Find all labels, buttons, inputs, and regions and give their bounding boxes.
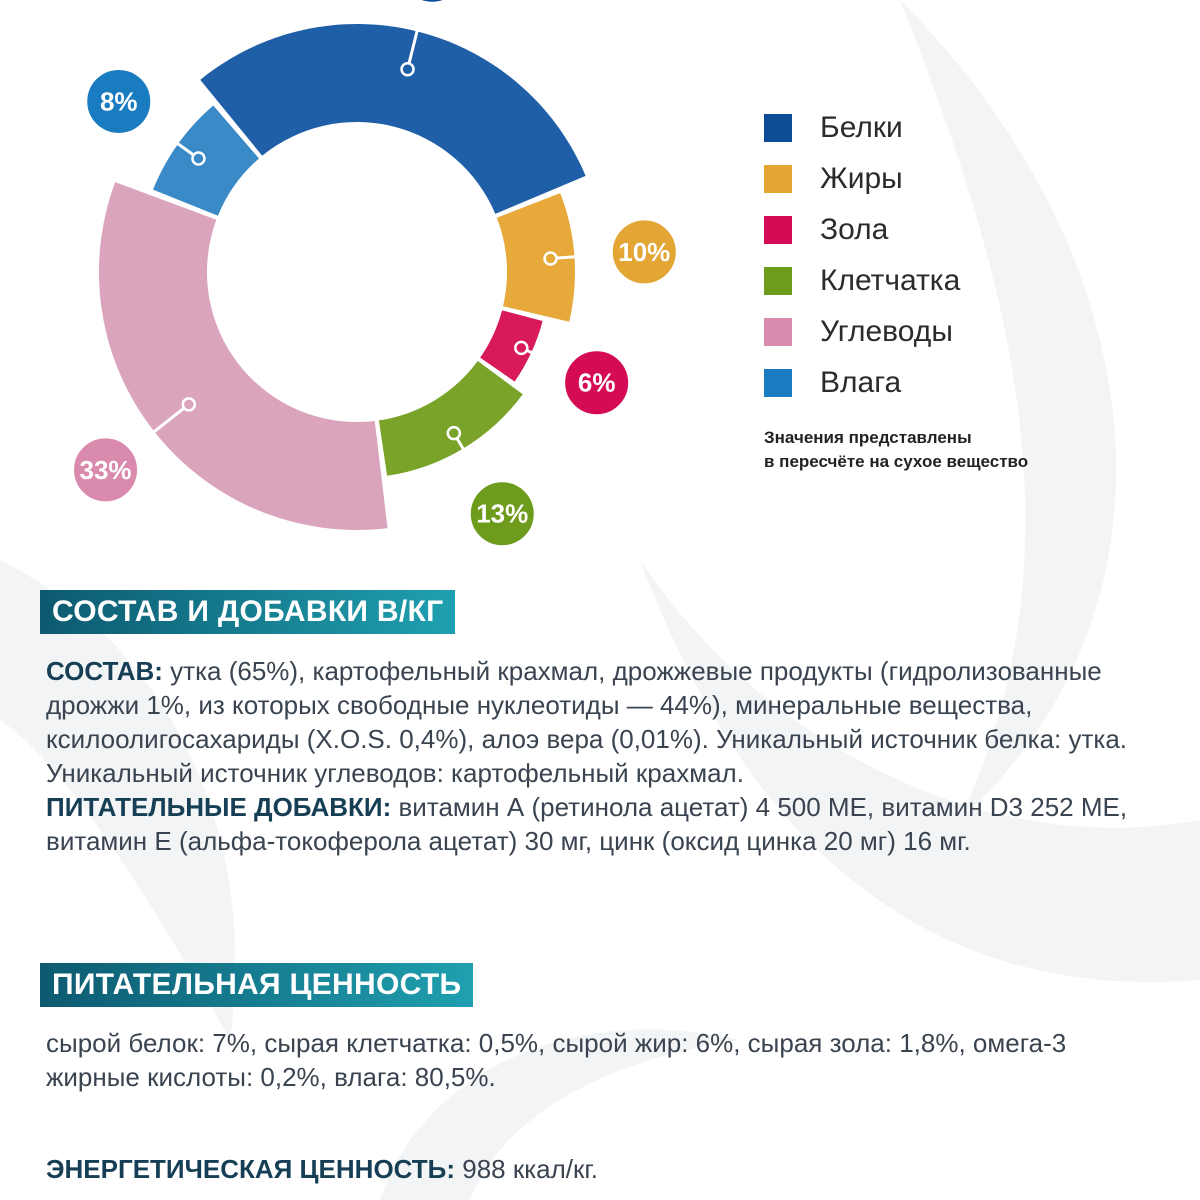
energy-line	[46, 1152, 1166, 1186]
legend-item-protein	[764, 102, 1144, 153]
value-label-ash: 6%	[577, 367, 616, 398]
callout-dot-ash	[515, 342, 527, 354]
value-label-fiber: 13%	[476, 498, 529, 529]
callout-dot-moisture	[192, 152, 204, 164]
legend-swatch	[764, 216, 792, 244]
legend-label: Белки	[820, 110, 903, 144]
value-label-carbs: 33%	[79, 454, 132, 485]
legend-label: Углеводы	[820, 314, 953, 348]
value-badge-protein	[399, 0, 465, 3]
donut-slice-fiber	[379, 361, 523, 476]
donut-slice-protein	[200, 24, 585, 214]
legend-item-ash	[764, 204, 1144, 255]
nutrition-text: сырой белок: 7%, сырая клетчатка: 0,5%, сырой жир: 6%, сырая зола: 1,8%, омега-3 жирные кислоты: 0,2%, влага: 80,5%.	[46, 1028, 1067, 1092]
callout-dot-fat	[545, 252, 557, 264]
legend-label: Влага	[820, 365, 902, 399]
donut-slice-carbs	[99, 182, 388, 530]
legend-note	[764, 426, 1144, 474]
composition-body: утка (65%), картофельный крахмал, дрожжевые продукты (гидролизованные дрожжи 1%, из которых свободные нуклеотиды — 44%), минеральные вещества, ксилоолигосахариды (X.O.S. 0,4%), алоэ вера (0,01%). Уникальный источник белка: утка. Уникальный источник углеводов: картофельный крахмал.	[46, 656, 1128, 788]
legend-item-moisture	[764, 357, 1144, 408]
legend-label: Зола	[820, 212, 889, 246]
energy-label: ЭНЕРГЕТИЧЕСКАЯ ЦЕННОСТЬ:	[46, 1154, 456, 1184]
legend-label: Клетчатка	[820, 263, 961, 297]
additives-body: витамин А (ретинола ацетат) 4 500 МЕ, витамин D3 252 МЕ, витамин Е (альфа-токоферола ацетат) 30 мг, цинк (оксид цинка 20 мг) 16 мг.	[46, 792, 1128, 856]
legend-swatch	[764, 267, 792, 295]
callout-dot-fiber	[448, 427, 460, 439]
legend-item-carbs	[764, 306, 1144, 357]
legend-swatch	[764, 318, 792, 346]
value-label-fat: 10%	[618, 236, 671, 267]
composition-title: СОСТАВ И ДОБАВКИ В/КГ	[40, 590, 455, 634]
legend-note-line: Значения представлены	[764, 428, 972, 447]
legend-swatch	[764, 369, 792, 397]
legend-item-fiber	[764, 255, 1144, 306]
legend-note-line: в пересчёте на сухое вещество	[764, 452, 1029, 471]
callout-dot-protein	[402, 63, 414, 75]
chart-legend	[764, 102, 1144, 474]
energy-value: 988 ккал/кг.	[455, 1154, 598, 1184]
legend-item-fat	[764, 153, 1144, 204]
legend-label: Жиры	[820, 161, 903, 195]
additives-label: ПИТАТЕЛЬНЫЕ ДОБАВКИ:	[46, 792, 392, 822]
legend-swatch	[764, 114, 792, 142]
composition-label: СОСТАВ:	[46, 656, 163, 686]
callout-dot-carbs	[183, 398, 195, 410]
composition-text	[46, 654, 1166, 858]
value-label-moisture: 8%	[99, 86, 138, 117]
legend-swatch	[764, 165, 792, 193]
nutrition-title: ПИТАТЕЛЬНАЯ ЦЕННОСТЬ	[40, 963, 473, 1007]
